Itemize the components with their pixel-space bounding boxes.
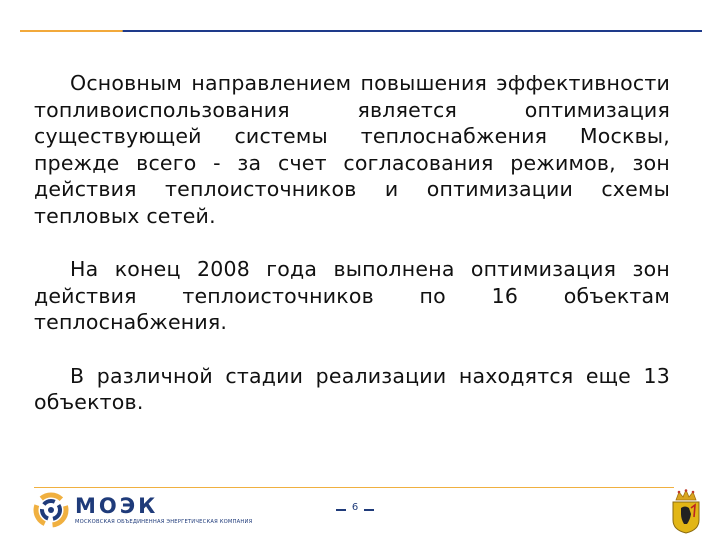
company-logo xyxy=(33,492,273,532)
footer-rule xyxy=(34,487,674,488)
logo-name: МОЭК xyxy=(75,494,159,518)
paragraph-1: Основным направлением повышения эффективности топливоиспользования является оптимизация существующей системы теплоснабжения Москвы, прежде всего - за счет согласования режимов, зон действия теплоисточников и оптимизации схемы тепловых сетей. xyxy=(34,71,670,228)
paragraph-2: На конец 2008 года выполнена оптимизация зон действия теплоисточников по 16 объектам теплоснабжения. xyxy=(34,257,670,334)
paragraph-3: В различной стадии реализации находятся еще 13 объектов. xyxy=(34,363,670,414)
page-number: 6 xyxy=(322,502,388,518)
header-rule xyxy=(20,30,702,32)
slide-body xyxy=(34,70,670,416)
coat-of-arms-emblem-icon xyxy=(667,488,705,534)
moek-logo-mark-icon xyxy=(33,492,69,528)
logo-subtitle: МОСКОВСКАЯ ОБЪЕДИНЕННАЯ ЭНЕРГЕТИЧЕСКАЯ КОМПАНИЯ xyxy=(75,519,253,525)
